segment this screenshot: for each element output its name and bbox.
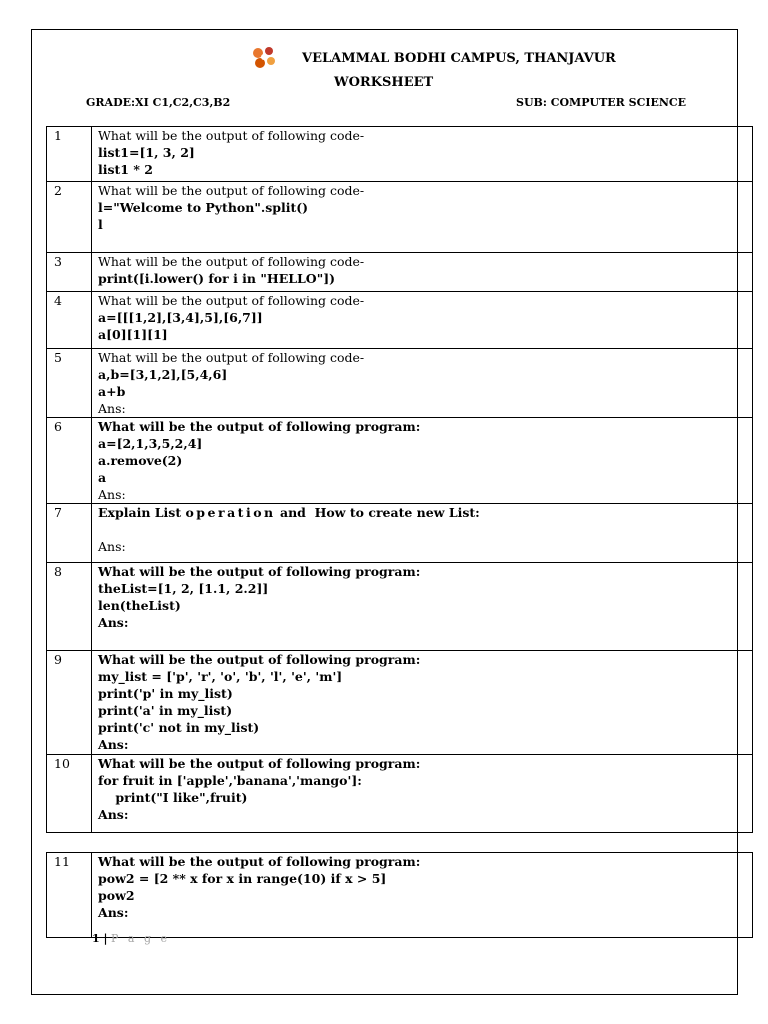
code-line: a.remove(2) <box>98 453 183 468</box>
code-line: l <box>98 217 103 232</box>
code-line: a <box>98 470 107 485</box>
worksheet-title: WORKSHEET <box>334 75 434 90</box>
question-text: What will be the output of following program: <box>98 419 421 434</box>
code-line: l="Welcome to Python".split() <box>98 200 309 215</box>
code-line: a=[[[1,2],[3,4],5],[6,7]] <box>98 310 263 325</box>
answer-label: Ans: <box>98 807 129 822</box>
question-row <box>47 253 753 292</box>
question-number: 3 <box>47 253 92 292</box>
question-body <box>92 182 738 253</box>
question-row <box>47 292 753 349</box>
question-row <box>47 853 753 938</box>
question-body <box>92 253 738 292</box>
question-number: 7 <box>47 504 92 563</box>
code-line: print('a' in my_list) <box>98 703 233 718</box>
page-number: 1 | <box>92 932 108 945</box>
question-body <box>92 651 738 755</box>
question-text-part: Explain List <box>98 505 186 520</box>
question-row <box>47 418 753 504</box>
question-row <box>47 349 753 418</box>
question-row <box>47 504 753 563</box>
question-text: What will be the output of following code- <box>98 183 365 198</box>
school-name: VELAMMAL BODHI CAMPUS, THANJAVUR <box>302 51 616 66</box>
question-number: 9 <box>47 651 92 755</box>
code-line: print([i.lower() for i in "HELLO"]) <box>98 271 336 286</box>
code-line: a=[2,1,3,5,2,4] <box>98 436 203 451</box>
code-line: list1=[1, 3, 2] <box>98 145 195 160</box>
answer-label: Ans: <box>98 615 129 630</box>
blank-line <box>98 521 737 538</box>
question-body <box>92 504 738 563</box>
question-text <box>98 504 737 521</box>
question-text: What will be the output of following code- <box>98 293 365 308</box>
question-body <box>92 349 738 418</box>
code-line: a[0][1][1] <box>98 327 168 342</box>
question-number: 4 <box>47 292 92 349</box>
question-body <box>92 127 738 182</box>
question-row <box>47 182 753 253</box>
code-line: print("I like",fruit) <box>98 790 248 805</box>
code-line: list1 * 2 <box>98 162 153 177</box>
question-body <box>92 755 738 833</box>
code-line: theList=[1, 2, [1.1, 2.2]] <box>98 581 269 596</box>
question-body <box>92 418 738 504</box>
code-line: my_list = ['p', 'r', 'o', 'b', 'l', 'e', 'm'] <box>98 669 343 684</box>
question-text: What will be the output of following program: <box>98 564 421 579</box>
question-table <box>46 852 753 938</box>
question-table <box>46 126 753 833</box>
answer-label: Ans: <box>98 737 129 752</box>
question-row <box>47 563 753 651</box>
code-line: print('c' not in my_list) <box>98 720 260 735</box>
question-number: 5 <box>47 349 92 418</box>
subject-label: SUB: COMPUTER SCIENCE <box>516 96 687 109</box>
question-text: What will be the output of following code- <box>98 350 365 365</box>
question-number: 1 <box>47 127 92 182</box>
answer-label: Ans: <box>98 905 129 920</box>
page-footer <box>92 932 170 945</box>
question-body <box>92 853 738 938</box>
answer-label: Ans: <box>98 539 126 554</box>
question-number: 8 <box>47 563 92 651</box>
question-body <box>92 292 738 349</box>
question-number: 2 <box>47 182 92 253</box>
question-text: What will be the output of following code- <box>98 128 365 143</box>
question-number: 11 <box>47 853 92 938</box>
code-line: len(theList) <box>98 598 181 613</box>
school-logo-icon <box>249 44 279 72</box>
code-line: pow2 = [2 ** x for x in range(10) if x > 5] <box>98 871 387 886</box>
question-text: What will be the output of following code- <box>98 254 365 269</box>
question-body <box>92 563 738 651</box>
question-row <box>47 651 753 755</box>
question-number: 10 <box>47 755 92 833</box>
question-row <box>47 127 753 182</box>
code-line: print('p' in my_list) <box>98 686 233 701</box>
page-word: P a g e <box>111 932 171 945</box>
question-text-emphasis: operation <box>185 505 276 520</box>
question-text: What will be the output of following program: <box>98 652 421 667</box>
answer-label: Ans: <box>98 487 126 502</box>
code-line: a+b <box>98 384 126 399</box>
grade-label: GRADE:XI C1,C2,C3,B2 <box>86 96 231 109</box>
code-line: a,b=[3,1,2],[5,4,6] <box>98 367 228 382</box>
answer-label: Ans: <box>98 401 126 416</box>
question-text-part: and How to create new List: <box>275 505 480 520</box>
question-row <box>47 755 753 833</box>
question-text: What will be the output of following program: <box>98 854 421 869</box>
question-number: 6 <box>47 418 92 504</box>
question-text: What will be the output of following program: <box>98 756 421 771</box>
code-line: pow2 <box>98 888 135 903</box>
code-line: for fruit in ['apple','banana','mango']: <box>98 773 362 788</box>
